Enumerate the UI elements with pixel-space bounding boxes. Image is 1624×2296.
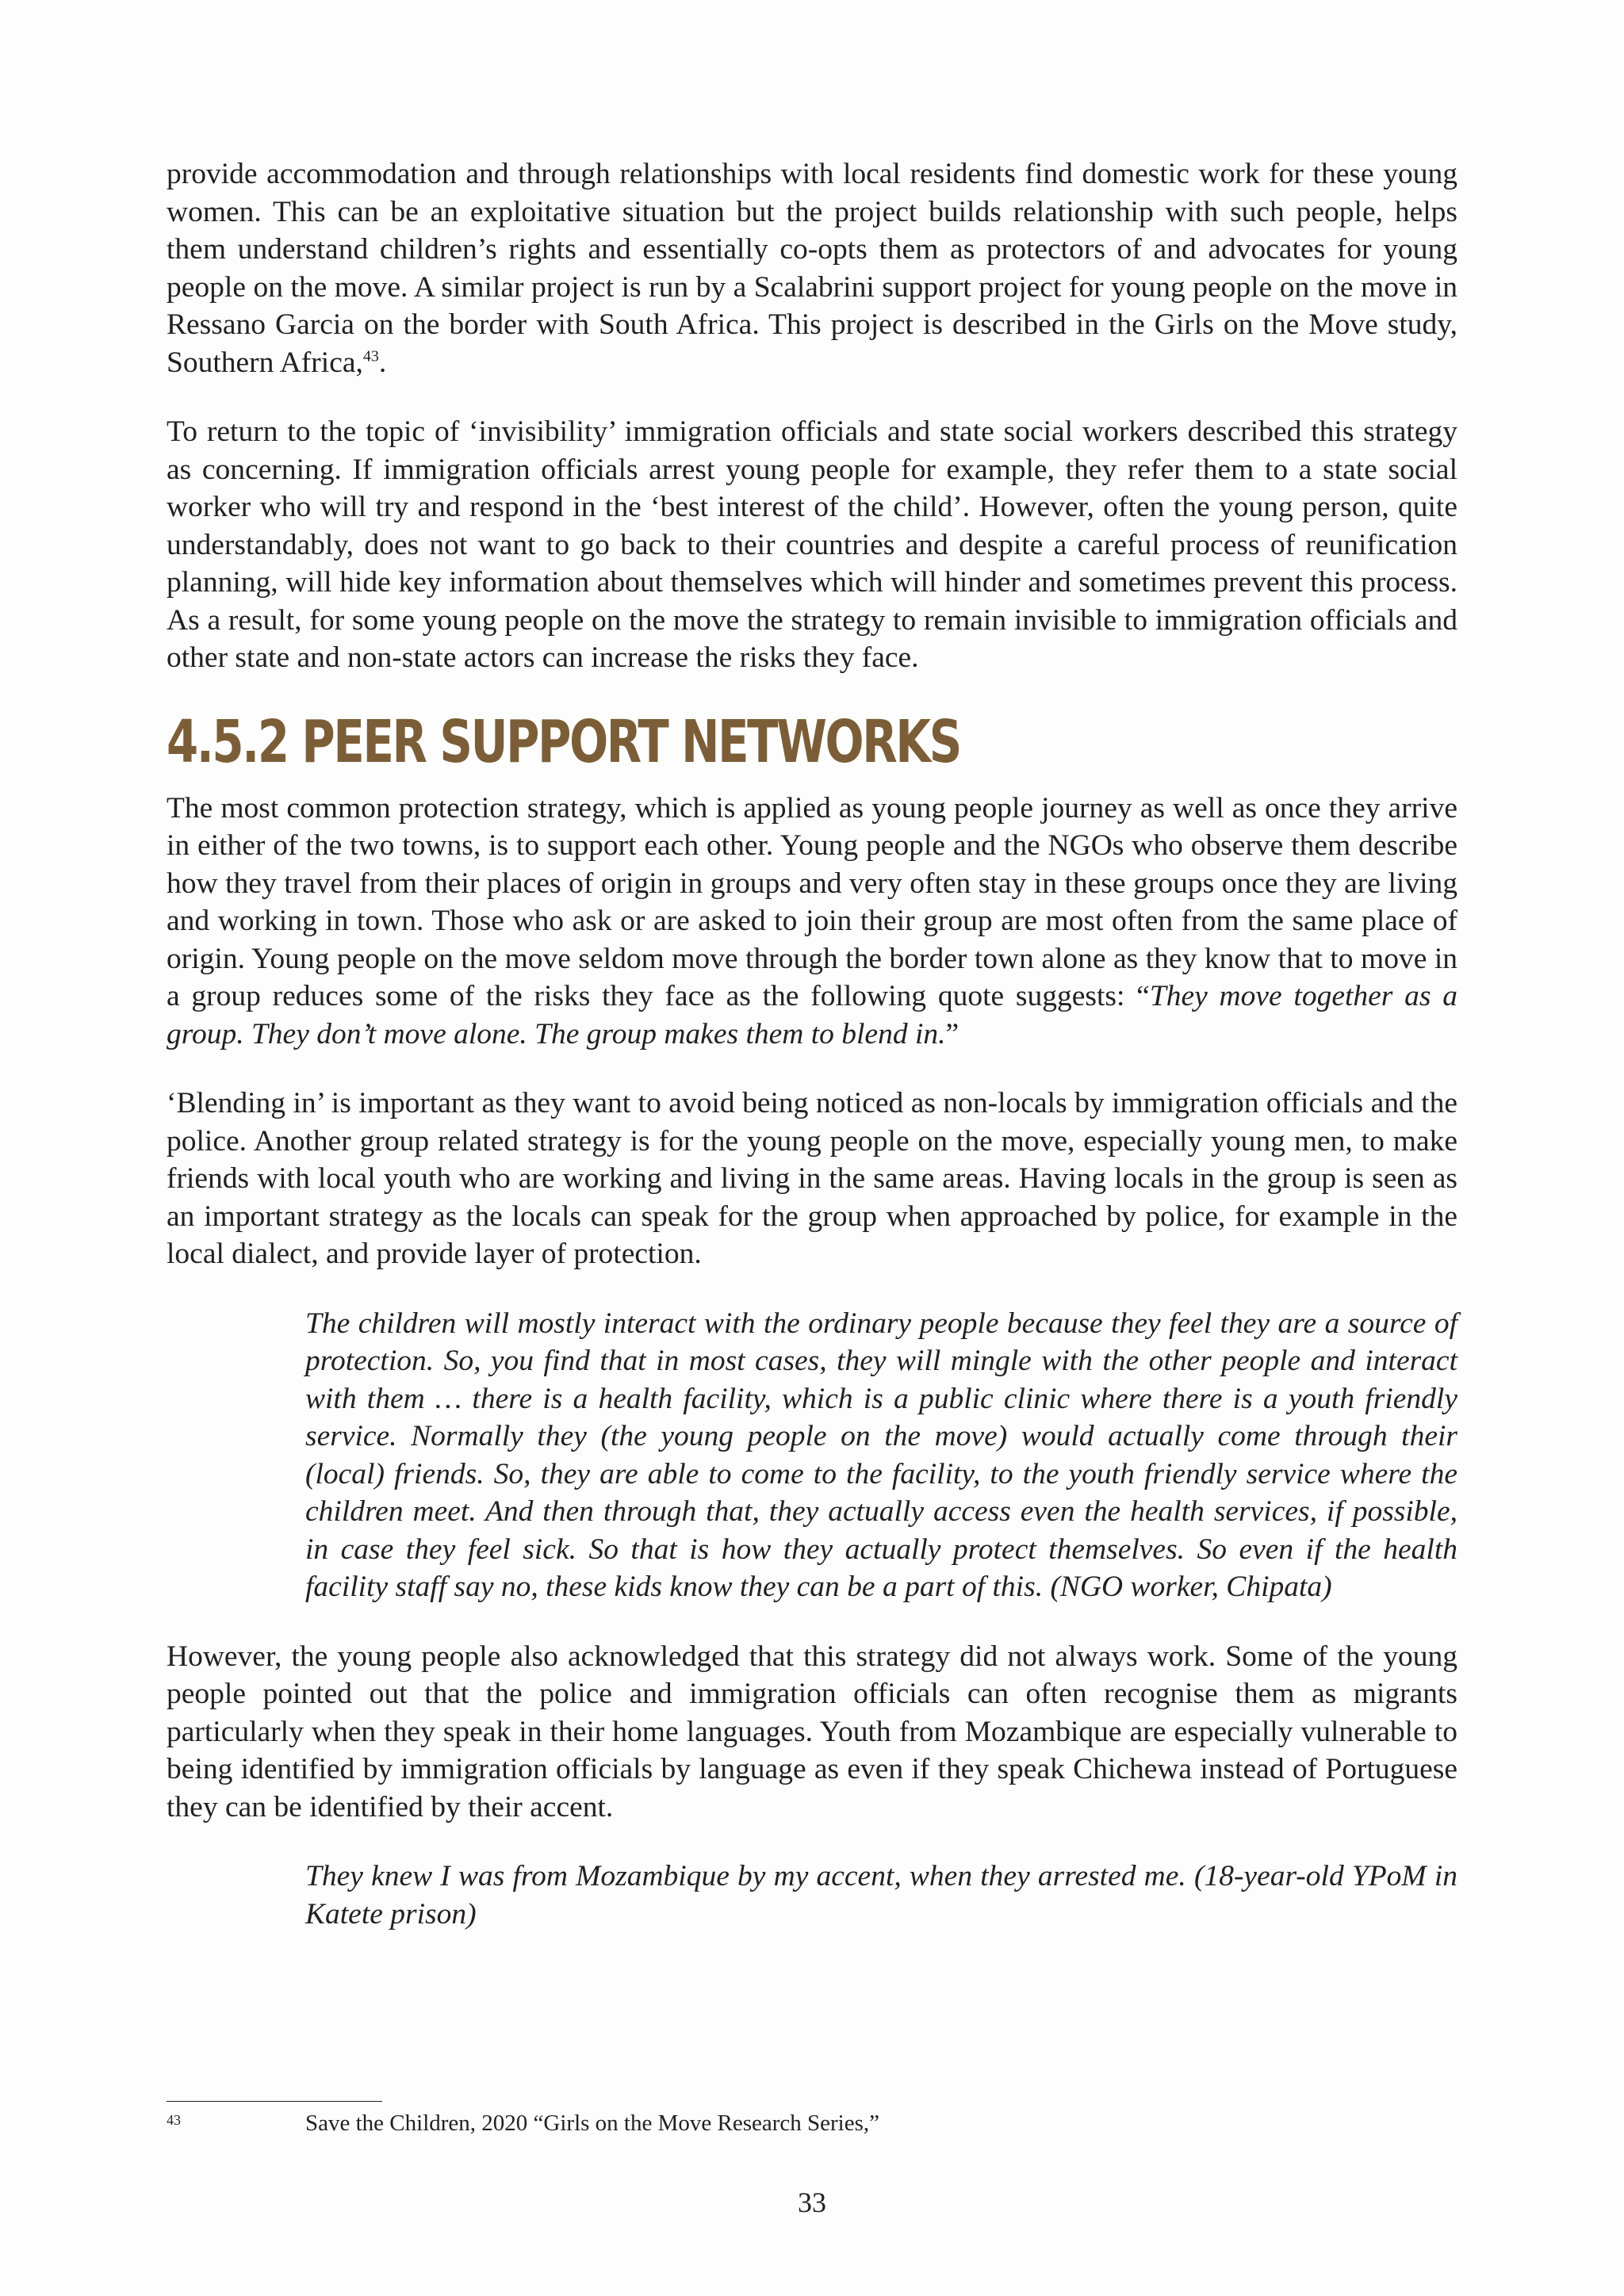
footnote-reference[interactable]: 43 xyxy=(362,347,379,365)
paragraph-1-text: provide accommodation and through relationships with local residents find domestic work for these young women. This can be an exploitative situation but the project builds relationship with such people, helps them understand children’s rights and essentially co-opts them as protectors of and advocates for young people on the move. A similar project is run by a Scalabrini support project for young people on the move in Ressano Garcia on the border with South Africa. This project is described in the Girls on the Move study, Southern Africa, xyxy=(167,158,1457,379)
block-quote-2: They knew I was from Mozambique by my accent, when they arrested me. (18-year-old YPoM in Katete prison) xyxy=(305,1860,1457,1931)
block-quote-1: The children will mostly interact with the ordinary people because they feel they are a source of protection. So, you find that in most cases, they will mingle with the other people and interact with them … there is a health facility, which is a public clinic where there is a youth friendly service. Normally they (the young people on the move) would actually come through their (local) friends. So, they are able to come to the facility, to the youth friendly service where the children meet. And then through that, they actually access even the health services, if possible, in case they feel sick. So that is how they actually protect themselves. So even if the health facility staff say no, these kids know they can be a part of this. (NGO worker, Chipata) xyxy=(305,1307,1457,1603)
paragraph-2: To return to the topic of ‘invisibility’ immigration officials and state social workers described this strategy as concerning. If immigration officials arrest young people for example, they refer them to a state social worker who will try and respond in the ‘best interest of the child’. However, often the young person, quite understandably, does not want to go back to their countries and despite a careful process of reunification planning, will hide key information about themselves which will hinder and sometimes prevent this process. As a result, for some young people on the move the strategy to remain invisible to immigration officials and other state and non-state actors can increase the risks they face. xyxy=(167,415,1457,674)
footnote-number: 43 xyxy=(167,2112,181,2128)
paragraph-3-text: The most common protection strategy, which is applied as young people journey as well as once they arrive in either of the two towns, is to support each other. Young people and the NGOs who observe them describe how they travel from their places of origin in groups and very often stay in these groups once they are living and working in town. Those who ask or are asked to join their group are most often from the same place of origin. Young people on the move seldom move through the border town alone as they know that to move in a group reduces some of the risks they face as the following quote suggests: “ xyxy=(167,791,1457,1012)
paragraph-4: ‘Blending in’ is important as they want to avoid being noticed as non-locals by immigration officials and the police. Another group related strategy is for the young people on the move, especially young men, to make friends with local youth who are working and living in the same areas. Having locals in the group is seen as an important strategy as the locals can speak for the group when approached by police, for example in the local dialect, and provide layer of protection. xyxy=(167,1087,1457,1270)
inline-quote: They move together as a group. They don’t move alone. The group makes them to blend in. xyxy=(167,980,1458,1050)
section-heading: 4.5.2 PEER SUPPORT NETWORKS xyxy=(167,707,960,776)
paragraph-1-end: . xyxy=(378,346,387,379)
paragraph-3-end: ” xyxy=(945,1017,959,1050)
page-body xyxy=(167,155,1457,1933)
page-number: 33 xyxy=(798,2187,826,2218)
paragraph-1 xyxy=(167,155,1457,381)
paragraph-5: However, the young people also acknowledged that this strategy did not always work. Some of the young people pointed out that the police and immigration officials can often recognise them as migrants particularly when they speak in their home languages. Youth from Mozambique are especially vulnerable to being identified by immigration officials by language as even if they speak Chichewa instead of Portuguese they can be identified by their accent. xyxy=(167,1640,1457,1823)
footnote-text: Save the Children, 2020 “Girls on the Move Research Series,” xyxy=(305,2110,880,2136)
paragraph-3 xyxy=(167,790,1457,1054)
footnote-divider xyxy=(167,2101,382,2102)
